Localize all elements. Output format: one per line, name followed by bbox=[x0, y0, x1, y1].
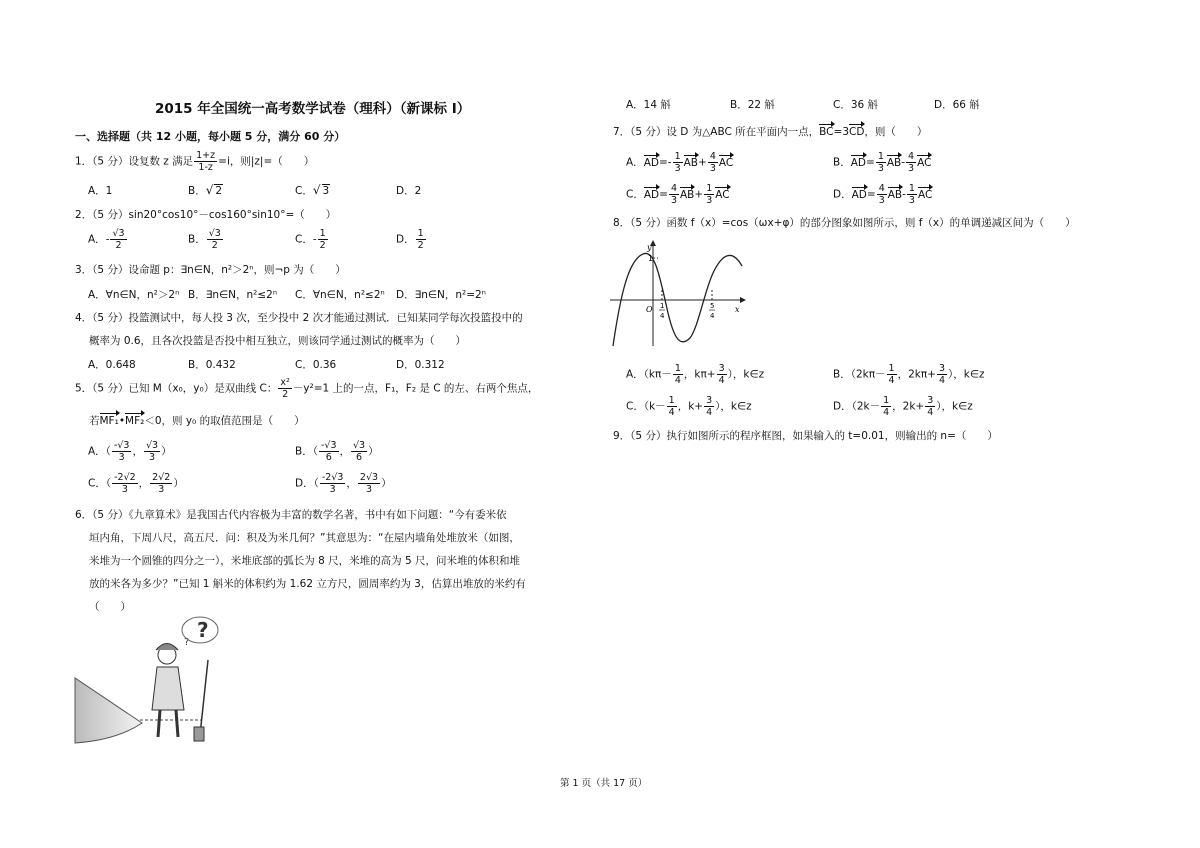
q2-option-b[interactable]: B． $\frac{√3}{2}$ bbox=[188, 228, 221, 251]
question-6-line-3: 米堆为一个圆锥的四分之一），米堆底部的弧长为 8 尺，米堆的高为 5 尺，问米堆的体积和堆 bbox=[89, 555, 520, 567]
q6-option-d[interactable]: D．66 斛 bbox=[934, 99, 980, 111]
question-6-line-5: （ ） bbox=[89, 601, 131, 613]
q1-option-c[interactable]: C．√ 3 bbox=[295, 183, 330, 197]
question-6-line-1: 6．（5 分）《九章算术》是我国古代内容极为丰富的数学名著，书中有如下问题：“今有委米依 bbox=[75, 509, 507, 521]
question-4-line-1: 4．（5 分）投篮测试中，每人投 3 次，至少投中 2 次才能通过测试．已知某同学每次投篮投中的 bbox=[75, 312, 523, 324]
question-1-stem: 1．（5 分）设复数 z 满足 $\frac{1+z}{1-z}$ =i，则|z|=（ ） bbox=[75, 150, 315, 173]
question-4-line-2: 概率为 0.6，且各次投篮是否投中相互独立，则该同学通过测试的概率为（ ） bbox=[89, 335, 467, 347]
question-5-line-2: 若MF₁•MF₂＜0，则 y₀ 的取值范围是（ ） bbox=[89, 412, 305, 428]
rice-pile-illustration bbox=[72, 615, 222, 747]
q2-option-c[interactable]: C．- $\frac{1}{2}$ bbox=[295, 228, 326, 251]
q6-option-b[interactable]: B．22 斛 bbox=[730, 99, 775, 111]
q2-option-a[interactable]: A．- $\frac{√3}{2}$ bbox=[88, 228, 125, 251]
q1-option-d[interactable]: D．2 bbox=[396, 185, 422, 197]
q6-option-c[interactable]: C．36 斛 bbox=[833, 99, 879, 111]
question-8-stem: 8．（5 分）函数 f（x）=cos（ωx+φ）的部分图象如图所示，则 f（x）的单调递减区间为（ ） bbox=[613, 217, 1076, 229]
question-6-line-2: 垣内角，下周八尺，高五尺．问：积及为米几何？”其意思为：“在屋内墙角处堆放米（如图， bbox=[89, 532, 520, 544]
page-footer: 第 1 页（共 17 页） bbox=[560, 778, 648, 789]
page-title: 2015 年全国统一高考数学试卷（理科）（新课标 Ⅰ） bbox=[155, 101, 471, 117]
q5-option-b[interactable]: B．（ $\frac{-√3}{6}$ ， $\frac{√3}{6}$ ） bbox=[295, 440, 379, 463]
q4-option-d[interactable]: D．0.312 bbox=[396, 359, 445, 371]
section-heading: 一、选择题（共 12 小题，每小题 5 分，满分 60 分） bbox=[75, 130, 346, 143]
q3-option-a[interactable]: A．∀n∈N，n²＞2ⁿ bbox=[88, 289, 180, 301]
graph-tick-2-num: 5 bbox=[710, 302, 715, 310]
q5-option-d[interactable]: D．（ $\frac{-2√3}{3}$ ， $\frac{2√3}{3}$ ） bbox=[295, 472, 392, 495]
q1-option-a[interactable]: A．1 bbox=[88, 185, 113, 197]
q7-option-d[interactable]: D．AD= $\frac{4}{3}$ AB- $\frac{1}{3}$ AC bbox=[833, 183, 933, 206]
q8-option-d[interactable]: D．（2k－ $\frac{1}{4}$ ，2k+ $\frac{3}{4}$ ），k∈z bbox=[833, 395, 973, 418]
question-3-stem: 3．（5 分）设命题 p：∃n∈N，n²＞2ⁿ，则¬p 为（ ） bbox=[75, 264, 346, 276]
q4-option-a[interactable]: A．0.648 bbox=[88, 359, 136, 371]
graph-x-label: x bbox=[735, 305, 740, 314]
fraction: $\frac{1+z}{1-z}$ bbox=[196, 150, 216, 173]
q8-option-c[interactable]: C．（k－ $\frac{1}{4}$ ，k+ $\frac{3}{4}$ ），k∈z bbox=[626, 395, 752, 418]
q3-option-d[interactable]: D．∃n∈N，n²=2ⁿ bbox=[396, 289, 486, 301]
q8-option-b[interactable]: B．（2kπ－ $\frac{1}{4}$ ，2kπ+ $\frac{3}{4}$ ），k∈z bbox=[833, 363, 985, 386]
question-7-stem: 7．（5 分）设 D 为△ABC 所在平面内一点，BC=3CD，则（ ） bbox=[613, 123, 927, 139]
q6-option-a[interactable]: A．14 斛 bbox=[626, 99, 671, 111]
q3-option-c[interactable]: C．∀n∈N，n²≤2ⁿ bbox=[295, 289, 385, 301]
q7-option-c[interactable]: C．AD= $\frac{4}{3}$ AB+ $\frac{1}{3}$ AC bbox=[626, 183, 730, 206]
graph-tick-1-num: 1 bbox=[660, 302, 665, 310]
graph-y-one-label: 1 bbox=[648, 254, 654, 263]
q4-option-b[interactable]: B．0.432 bbox=[188, 359, 236, 371]
q5-option-c[interactable]: C．（ $\frac{-2√2}{3}$ ， $\frac{2√2}{3}$ ） bbox=[88, 472, 184, 495]
q8-option-a[interactable]: A．（kπ－ $\frac{1}{4}$ ，kπ+ $\frac{3}{4}$ ），k∈z bbox=[626, 363, 765, 386]
graph-tick-2-den: 4 bbox=[710, 312, 715, 320]
graph-origin-label: O bbox=[646, 305, 653, 314]
q2-option-d[interactable]: D． $\frac{1}{2}$ bbox=[396, 228, 424, 251]
question-6-line-4: 放的米各为多少？”已知 1 斛米的体积约为 1.62 立方尺，圆周率约为 3，估算出堆放的米约有 bbox=[89, 578, 526, 590]
q4-option-c[interactable]: C．0.36 bbox=[295, 359, 337, 371]
svg-text:?: ? bbox=[197, 618, 209, 642]
question-9-stem: 9．（5 分）执行如图所示的程序框图，如果输入的 t=0.01，则输出的 n=（ ） bbox=[613, 430, 998, 442]
svg-text:?: ? bbox=[184, 637, 190, 648]
graph-tick-1-den: 4 bbox=[660, 312, 665, 320]
graph-y-label: y bbox=[647, 243, 652, 252]
question-5-line-1: 5．（5 分）已知 M（x₀，y₀）是双曲线 C： $\frac{\text{x²}}{2}$ －y²=1 上的一点，F₁，F₂ 是 C 的左、右两个焦点， bbox=[75, 377, 539, 400]
question-2-stem: 2．（5 分）sin20°cos10°－cos160°sin10°=（ ） bbox=[75, 209, 337, 221]
q7-option-b[interactable]: B．AD= $\frac{1}{3}$ AB- $\frac{4}{3}$ AC bbox=[833, 151, 932, 174]
cosine-graph bbox=[608, 238, 748, 348]
q1-option-b[interactable]: B．√ 2 bbox=[188, 183, 223, 197]
q5-option-a[interactable]: A．（ $\frac{-√3}{3}$ ， $\frac{√3}{3}$ ） bbox=[88, 440, 172, 463]
q3-option-b[interactable]: B．∃n∈N，n²≤2ⁿ bbox=[188, 289, 278, 301]
q7-option-a[interactable]: A．AD=- $\frac{1}{3}$ AB+ $\frac{4}{3}$ AC bbox=[626, 151, 734, 174]
